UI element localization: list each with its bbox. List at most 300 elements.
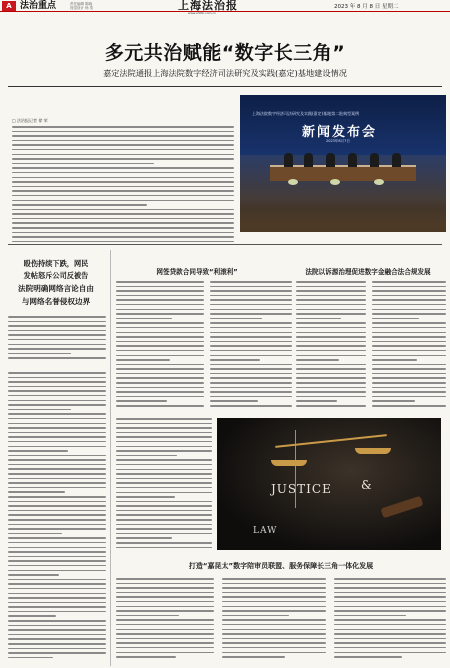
text-line	[12, 135, 234, 137]
text-line	[8, 468, 106, 470]
editor-line-2: 视觉设计 杨 奕	[70, 6, 94, 10]
text-line	[372, 290, 446, 292]
text-line	[8, 565, 106, 567]
text-line	[296, 286, 366, 288]
text-line	[8, 330, 106, 332]
text-line	[116, 652, 214, 654]
text-line	[8, 597, 106, 599]
text-line	[116, 587, 214, 589]
text-line	[8, 634, 106, 636]
text-line	[210, 286, 292, 288]
text-line	[12, 144, 234, 146]
justice-text: JUSTICE	[271, 482, 332, 496]
text-line	[12, 222, 234, 224]
text-line	[8, 528, 106, 530]
text-line	[116, 405, 204, 407]
text-line	[116, 396, 204, 398]
text-line	[334, 647, 446, 649]
text-line	[222, 624, 326, 626]
justice-law-illustration	[217, 418, 441, 550]
text-line	[116, 309, 204, 311]
text-line	[12, 190, 234, 192]
text-line	[116, 601, 214, 603]
press-conference-photo	[240, 95, 446, 232]
text-line	[296, 368, 366, 370]
text-line	[8, 390, 106, 392]
bottom-article-col1	[116, 578, 214, 664]
text-line	[334, 652, 446, 654]
text-line	[8, 321, 106, 323]
text-line	[12, 163, 154, 165]
right-article-body-col1	[296, 281, 366, 411]
text-line	[372, 359, 417, 361]
left-article-body	[8, 372, 106, 666]
text-line	[12, 209, 234, 211]
text-line	[372, 286, 446, 288]
text-line	[8, 648, 106, 650]
text-line	[296, 327, 366, 329]
text-line	[210, 387, 292, 389]
text-line	[372, 295, 446, 297]
text-line	[116, 469, 212, 471]
text-line	[8, 339, 106, 341]
text-line	[8, 519, 106, 521]
text-line	[116, 418, 212, 420]
text-line	[222, 619, 326, 621]
photo-banner-text: 上海法院数字经济司法研究及实践(嘉定)基地第二批典型案例	[252, 111, 360, 116]
text-line	[372, 368, 446, 370]
text-line	[12, 131, 234, 133]
text-line	[334, 638, 446, 640]
text-line	[116, 332, 204, 334]
text-line	[210, 299, 292, 301]
text-line	[210, 318, 262, 320]
text-line	[116, 510, 212, 512]
text-line	[116, 547, 212, 549]
text-line	[222, 629, 326, 631]
text-line	[116, 446, 212, 448]
text-line	[8, 574, 59, 576]
text-line	[210, 368, 292, 370]
text-line	[8, 583, 106, 585]
text-line	[116, 355, 204, 357]
text-line	[116, 537, 172, 539]
text-line	[296, 364, 366, 366]
text-line	[222, 633, 326, 635]
text-line	[8, 450, 68, 452]
text-line	[222, 610, 326, 612]
text-line	[372, 387, 446, 389]
text-line	[8, 620, 106, 622]
text-line	[8, 602, 106, 604]
text-line	[8, 638, 106, 640]
lead-article-body	[12, 126, 234, 246]
text-line	[210, 382, 292, 384]
text-line	[296, 345, 366, 347]
text-line	[210, 304, 292, 306]
text-line	[116, 492, 212, 494]
text-line	[116, 596, 214, 598]
gavel-icon	[380, 496, 423, 518]
text-line	[210, 336, 292, 338]
text-line	[116, 642, 214, 644]
text-line	[116, 295, 204, 297]
text-line	[372, 332, 446, 334]
text-line	[210, 364, 292, 366]
left-article-title: 殴伤持续下跌，网民 发帖怒斥公司反被告 法院明确网络言论自由 与网络名誉侵权边界	[18, 259, 94, 306]
text-line	[8, 353, 71, 355]
issue-date: 2023 年 8 月 8 日 星期二	[334, 4, 399, 10]
text-line	[372, 355, 446, 357]
text-line	[116, 524, 212, 526]
text-line	[210, 355, 292, 357]
text-line	[8, 400, 106, 402]
newspaper-logo: 上海法治报	[178, 0, 238, 12]
text-line	[8, 381, 106, 383]
text-line	[116, 533, 212, 535]
sub-headline: 嘉定法院通报上海法院数字经济司法研究及实践(嘉定)基地建设情况	[103, 68, 347, 78]
text-line	[8, 615, 56, 617]
text-line	[116, 505, 212, 507]
text-line	[8, 487, 106, 489]
text-line	[8, 409, 71, 411]
text-line	[116, 427, 212, 429]
text-line	[8, 482, 106, 484]
mid-article-title: 网签贷款合同导致“利滚利”	[156, 268, 238, 276]
text-line	[296, 309, 366, 311]
text-line	[296, 332, 366, 334]
text-line	[372, 382, 446, 384]
text-line	[12, 149, 234, 151]
text-line	[210, 309, 292, 311]
text-line	[334, 629, 446, 631]
text-line	[8, 542, 106, 544]
text-line	[210, 295, 292, 297]
text-line	[210, 400, 258, 402]
text-line	[372, 327, 446, 329]
mid-article-body-col2	[210, 281, 292, 411]
text-line	[8, 570, 106, 572]
text-line	[8, 413, 106, 415]
text-line	[116, 450, 212, 452]
text-line	[12, 177, 234, 179]
bottom-article-col2	[222, 578, 326, 664]
text-line	[8, 560, 106, 562]
text-line	[334, 606, 446, 608]
right-article-body-col2	[372, 281, 446, 411]
text-line	[12, 126, 234, 128]
text-line	[116, 482, 212, 484]
text-line	[8, 334, 106, 336]
text-line	[372, 281, 446, 283]
text-line	[334, 587, 446, 589]
text-line	[8, 533, 62, 535]
text-line	[116, 542, 212, 544]
text-line	[8, 491, 65, 493]
text-line	[296, 290, 366, 292]
text-line	[116, 322, 204, 324]
text-line	[12, 181, 234, 183]
text-line	[116, 313, 204, 315]
text-line	[296, 304, 366, 306]
text-line	[210, 327, 292, 329]
text-line	[296, 318, 341, 320]
text-line	[372, 341, 446, 343]
text-line	[296, 373, 366, 375]
text-line	[116, 459, 212, 461]
text-line	[8, 505, 106, 507]
text-line	[8, 432, 106, 434]
text-line	[296, 396, 366, 398]
text-line	[116, 610, 214, 612]
text-line	[8, 629, 106, 631]
text-line	[116, 615, 179, 617]
text-line	[8, 551, 106, 553]
text-line	[12, 241, 234, 243]
text-line	[8, 593, 106, 595]
text-line	[222, 606, 326, 608]
text-line	[8, 316, 106, 318]
bottom-article-col3	[334, 578, 446, 664]
text-line	[334, 601, 446, 603]
text-line	[12, 195, 234, 197]
text-line	[116, 373, 204, 375]
text-line	[12, 204, 147, 206]
text-line	[116, 478, 212, 480]
text-line	[116, 501, 212, 503]
text-line	[8, 455, 106, 457]
text-line	[210, 313, 292, 315]
text-line	[116, 647, 214, 649]
text-line	[12, 200, 234, 202]
text-line	[296, 336, 366, 338]
text-line	[8, 478, 106, 480]
text-line	[222, 601, 326, 603]
text-line	[116, 578, 214, 580]
text-line	[296, 299, 366, 301]
text-line	[296, 295, 366, 297]
text-line	[8, 357, 106, 359]
text-line	[222, 615, 289, 617]
text-line	[116, 464, 212, 466]
text-line	[12, 213, 234, 215]
text-line	[334, 624, 446, 626]
text-line	[116, 341, 204, 343]
text-line	[8, 611, 106, 613]
website: www.shfzb.com.cn	[188, 11, 216, 15]
text-line	[222, 642, 326, 644]
text-line	[8, 556, 106, 558]
text-line	[116, 514, 212, 516]
text-line	[296, 322, 366, 324]
text-line	[12, 167, 234, 169]
text-line	[116, 583, 214, 585]
text-line	[116, 327, 204, 329]
right-article-title: 法院以诉源治理促进数字金融合法合规发展	[305, 268, 431, 276]
text-line	[334, 596, 446, 598]
text-line	[8, 579, 106, 581]
text-line	[372, 405, 446, 407]
law-text: LAW	[253, 526, 278, 536]
text-line	[8, 643, 106, 645]
text-line	[116, 487, 212, 489]
text-line	[372, 364, 446, 366]
reporter-line: □ 法治报记者 徐 荣	[12, 118, 48, 123]
text-line	[296, 387, 366, 389]
text-line	[12, 218, 234, 220]
text-line	[116, 281, 204, 283]
text-line	[8, 446, 106, 448]
text-line	[334, 610, 446, 612]
section-title: 法治重点	[20, 1, 57, 11]
text-line	[12, 232, 234, 234]
text-line	[334, 633, 446, 635]
text-line	[372, 377, 446, 379]
text-line	[372, 304, 446, 306]
text-line	[8, 395, 106, 397]
text-line	[222, 638, 326, 640]
text-line	[116, 377, 204, 379]
divider	[8, 244, 442, 245]
text-line	[12, 172, 234, 174]
text-line	[372, 313, 446, 315]
text-line	[372, 322, 446, 324]
text-line	[210, 322, 292, 324]
text-line	[8, 377, 106, 379]
text-line	[116, 318, 172, 320]
ampersand-text: &	[361, 478, 372, 492]
masthead	[0, 0, 450, 15]
text-line	[210, 345, 292, 347]
text-line	[210, 391, 292, 393]
text-line	[116, 606, 214, 608]
text-line	[372, 299, 446, 301]
photo-date-text: 2023年8月7日	[326, 139, 350, 143]
text-line	[210, 359, 260, 361]
text-line	[116, 368, 204, 370]
text-line	[116, 519, 212, 521]
text-line	[12, 154, 234, 156]
divider	[8, 86, 442, 87]
text-line	[8, 524, 106, 526]
text-line	[372, 309, 446, 311]
text-line	[116, 382, 204, 384]
text-line	[334, 578, 446, 580]
mid-article-body-col3	[116, 418, 212, 552]
text-line	[210, 405, 292, 407]
text-line	[372, 373, 446, 375]
text-line	[372, 396, 446, 398]
text-line	[372, 318, 419, 320]
text-line	[296, 382, 366, 384]
text-line	[296, 377, 366, 379]
text-line	[8, 501, 106, 503]
text-line	[116, 387, 204, 389]
text-line	[372, 345, 446, 347]
text-line	[116, 441, 212, 443]
bottom-article-title: 打造“嘉昆太”数字陪审员联盟、服务保障长三角一体化发展	[188, 562, 374, 570]
text-line	[8, 464, 106, 466]
text-line	[8, 625, 106, 627]
text-line	[8, 386, 106, 388]
text-line	[8, 436, 106, 438]
text-line	[8, 459, 106, 461]
text-line	[296, 313, 366, 315]
text-line	[210, 396, 292, 398]
text-line	[116, 436, 212, 438]
photo-title-text: 新闻发布会	[302, 125, 378, 140]
text-line	[116, 350, 204, 352]
text-line	[8, 418, 106, 420]
text-line	[116, 391, 204, 393]
mid-article-body-col1	[116, 281, 204, 411]
text-line	[116, 624, 214, 626]
text-line	[8, 514, 106, 516]
text-line	[210, 350, 292, 352]
text-line	[334, 642, 446, 644]
text-line	[116, 400, 167, 402]
text-line	[334, 656, 402, 658]
text-line	[116, 656, 176, 658]
text-line	[296, 391, 366, 393]
text-line	[210, 290, 292, 292]
text-line	[8, 537, 106, 539]
text-line	[8, 606, 106, 608]
text-line	[334, 583, 446, 585]
text-line	[116, 455, 177, 457]
text-line	[296, 341, 366, 343]
text-line	[116, 290, 204, 292]
text-line	[296, 355, 366, 357]
text-line	[8, 372, 106, 374]
text-line	[296, 350, 366, 352]
text-line	[12, 236, 234, 238]
text-line	[12, 140, 234, 142]
text-line	[296, 405, 366, 407]
text-line	[296, 400, 337, 402]
text-line	[210, 332, 292, 334]
text-line	[222, 578, 326, 580]
text-line	[222, 656, 285, 658]
left-article-intro	[8, 316, 106, 366]
text-line	[222, 583, 326, 585]
text-line	[334, 615, 406, 617]
text-line	[8, 657, 53, 659]
text-line	[210, 281, 292, 283]
text-line	[116, 528, 212, 530]
text-line	[210, 373, 292, 375]
text-line	[372, 400, 415, 402]
text-line	[116, 304, 204, 306]
text-line	[8, 496, 106, 498]
text-line	[210, 377, 292, 379]
text-line	[116, 299, 204, 301]
text-line	[8, 348, 106, 350]
text-line	[222, 592, 326, 594]
text-line	[8, 510, 106, 512]
text-line	[116, 592, 214, 594]
text-line	[116, 359, 170, 361]
page-badge: A	[2, 1, 16, 11]
text-line	[222, 587, 326, 589]
text-line	[8, 588, 106, 590]
text-line	[8, 325, 106, 327]
text-line	[8, 427, 106, 429]
text-line	[8, 423, 106, 425]
text-line	[116, 633, 214, 635]
text-line	[210, 341, 292, 343]
text-line	[296, 359, 339, 361]
